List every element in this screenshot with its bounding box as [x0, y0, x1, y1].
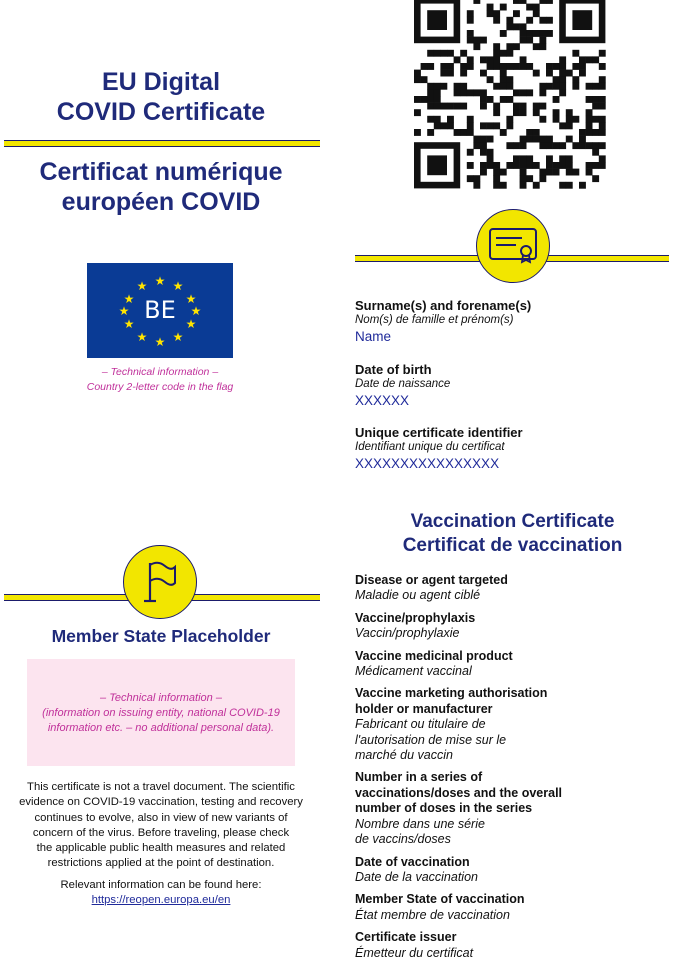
relevant-info: Relevant information can be found here: https://reopen.europa.eu/en [60, 879, 262, 907]
flag-icon [123, 545, 197, 619]
member-state-placeholder: Member State Placeholder [51, 626, 271, 646]
vaccination-title: Vaccination Certificate Certificat de vaccination [402, 511, 623, 556]
technical-info-flag: – Technical information – Country 2-letter code in the flag [86, 366, 234, 393]
surname-value: Name [355, 329, 392, 344]
travel-notice: This certificate is not a travel document. The scientific evidence on COVID-19 vaccination, testing and recovery continues to evolve, also in view of new variants of concern of the virus. Before traveling, please check the applicable public health measures and related restrictions applied at the point of destination. [19, 781, 303, 870]
field-manufacturer: Vaccine marketing authorisation holder or manufacturer Fabricant ou titulaire de l'autorisation de mise sur le marché du vaccin [355, 686, 548, 763]
eu-flag: ★ ★ ★ ★ ★ ★ ★ ★ ★ ★ ★ ★ BE [87, 263, 233, 358]
field-member-state: Member State of vaccination État membre de vaccination [355, 892, 525, 922]
flag-country-code: BE [144, 296, 176, 324]
technical-info-box: – Technical information – (information on issuing entity, national COVID-19 information etc. – no additional personal data). [27, 659, 295, 766]
certificate-icon [476, 209, 550, 283]
reopen-link[interactable]: https://reopen.europa.eu/en [91, 894, 231, 907]
divider-line [4, 140, 320, 147]
field-disease: Disease or agent targeted Maladie ou agent ciblé [355, 573, 508, 603]
field-vaccination-date: Date of vaccination Date de la vaccination [355, 854, 478, 884]
flag-icon-circle [123, 545, 197, 619]
holder-uci: Unique certificate identifier Identifiant unique du certificat XXXXXXXXXXXXXXXX [355, 425, 675, 472]
certificate-icon-circle [476, 209, 550, 283]
field-medicinal-product: Vaccine medicinal product Médicament vaccinal [355, 648, 513, 679]
title-french: Certificat numérique européen COVID [39, 158, 283, 216]
qr-code [414, 0, 610, 190]
dob-value: XXXXXX [355, 393, 410, 408]
vaccination-fields [355, 573, 675, 961]
field-certificate-issuer: Certificate issuer Émetteur du certificat [355, 930, 474, 960]
title-english: EU Digital COVID Certificate [56, 68, 266, 126]
uci-value: XXXXXXXXXXXXXXXX [355, 456, 500, 471]
holder-surname: Surname(s) and forename(s) Nom(s) de famille et prénom(s) Name [355, 298, 675, 345]
holder-dob: Date of birth Date de naissance XXXXXX [355, 362, 675, 409]
field-dose-number: Number in a series of vaccinations/doses and the overall number of doses in the series Nombre dans une série de vaccins/doses [355, 770, 563, 847]
field-vaccine-prophylaxis: Vaccine/prophylaxis Vaccin/prophylaxie [355, 610, 476, 641]
